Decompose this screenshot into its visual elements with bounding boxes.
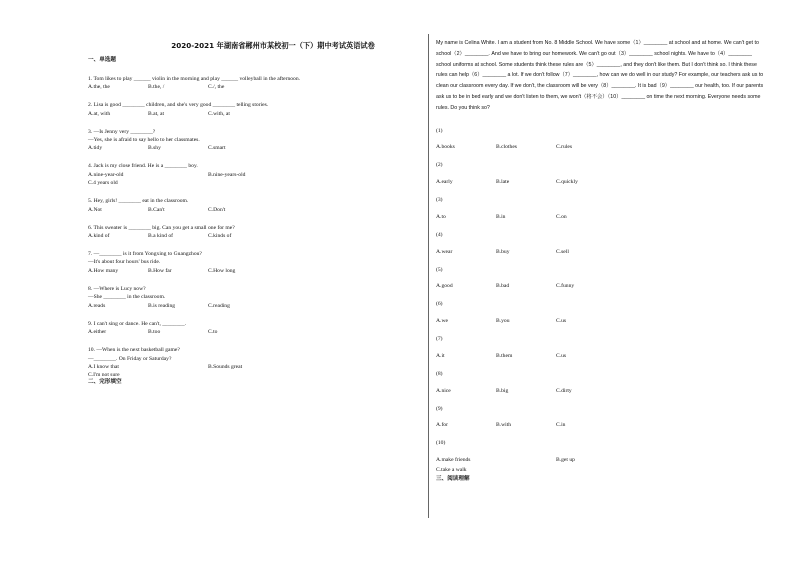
answer-option[interactable]: A.wear (436, 248, 453, 255)
cloze-item (436, 127, 766, 153)
left-column (88, 42, 418, 396)
answer-option[interactable]: B.bad (496, 283, 510, 290)
cloze-item (436, 335, 766, 361)
answer-option[interactable]: A.either (88, 329, 107, 336)
option-row (88, 328, 418, 336)
answer-option[interactable]: A.Not (88, 206, 102, 213)
option-row (88, 206, 418, 214)
cloze-item (436, 439, 766, 475)
option-row (436, 178, 766, 188)
answer-option[interactable]: C.take a walk (436, 466, 467, 473)
cloze-number: (1) (436, 127, 443, 134)
option-row (436, 317, 766, 327)
answer-option[interactable]: B.Can't (148, 206, 165, 213)
option-row (436, 282, 766, 292)
question-item (88, 128, 418, 153)
answer-option[interactable]: B.too (148, 329, 161, 336)
option-row (436, 352, 766, 362)
answer-option[interactable]: A.good (436, 283, 453, 290)
answer-option[interactable]: C.rules (556, 144, 573, 151)
section-heading-cloze: 二、完形填空 (88, 378, 122, 385)
answer-option[interactable]: C./, the (208, 84, 225, 91)
answer-option[interactable]: C.us (556, 318, 567, 325)
answer-option[interactable]: A.tidy (88, 145, 103, 152)
cloze-number: (8) (436, 370, 443, 377)
answer-option[interactable]: B.at, at (148, 110, 165, 117)
cloze-item (436, 370, 766, 396)
question-item (88, 250, 418, 275)
answer-option[interactable]: A.we (436, 318, 448, 325)
option-row (88, 363, 418, 371)
answer-option[interactable]: C.4 years old (88, 180, 118, 187)
answer-option[interactable]: C.Don't (208, 206, 226, 213)
option-row (436, 387, 766, 397)
answer-option[interactable]: B.big (496, 387, 509, 394)
question-item (88, 101, 418, 118)
answer-option[interactable]: B.is reading (148, 302, 176, 309)
cloze-number: (5) (436, 266, 443, 273)
answer-option[interactable]: C.reading (208, 302, 230, 309)
option-row (88, 83, 418, 91)
answer-option[interactable]: B.late (496, 179, 510, 186)
answer-option[interactable]: A.How many (88, 267, 119, 274)
answer-option[interactable]: B.in (496, 213, 506, 220)
answer-option[interactable]: A.kind of (88, 233, 110, 240)
option-row (436, 248, 766, 258)
question-item (88, 320, 418, 337)
answer-option[interactable]: C.to (208, 329, 218, 336)
answer-option[interactable]: A.the, the (88, 84, 110, 91)
question-item (88, 197, 418, 214)
answer-option[interactable]: B.nine-years-old (208, 171, 246, 178)
cloze-number: (9) (436, 405, 443, 412)
answer-option[interactable]: C.funny (556, 283, 575, 290)
question-item (88, 285, 418, 310)
cloze-number: (6) (436, 301, 443, 308)
question-item (88, 346, 418, 380)
cloze-item (436, 266, 766, 292)
answer-option[interactable]: B.them (496, 352, 513, 359)
answer-option[interactable]: A.to (436, 213, 446, 220)
section-heading-reading: 三、阅读理解 (436, 476, 470, 483)
answer-option[interactable]: B.a kind of (148, 233, 174, 240)
answer-option[interactable]: C.I'm not sure (88, 372, 120, 379)
cloze-item (436, 161, 766, 187)
answer-option[interactable]: C.dirty (556, 387, 572, 394)
answer-option[interactable]: B.clothes (496, 144, 517, 151)
question-stem: 4. Jack is my close friend. He is a ________ boy. (88, 163, 198, 170)
option-row (88, 144, 418, 152)
answer-option[interactable]: B.Sounds great (208, 363, 243, 370)
answer-option[interactable]: B.shy (148, 145, 161, 152)
question-stem: 2. Lisa is good ________ children, and she's very good ________ telling stories. (88, 102, 269, 109)
answer-option[interactable]: C.kinds of (208, 233, 232, 240)
answer-option[interactable]: C.sell (556, 248, 569, 255)
question-stem: 7. —________ is it from Yongxing to Guangzhou? (88, 251, 202, 258)
answer-option[interactable]: B.How far (148, 267, 172, 274)
answer-option[interactable]: A.nine-year-old (88, 171, 124, 178)
answer-option[interactable]: C.us (556, 352, 567, 359)
question-stem: 9. I can't sing or dance. He can't, ________. (88, 320, 187, 327)
answer-option[interactable]: A.at, with (88, 110, 111, 117)
answer-option[interactable]: B.the, / (148, 84, 165, 91)
answer-option[interactable]: B.you (496, 318, 510, 325)
question-item (88, 224, 418, 241)
cloze-passage: My name is Celina White. I am a student from No. 8 Middle School. We have some（1）________ at school and at home. We can't get to school（2）________. And we have to bring our homework. We can't go out（3）________ school nights. We have to（4）________ school uniforms at school. Some students think these rules are（5）________, and they don't like them. But I don't think so. I think these rules can help（6）________ a lot. If we don't follow（7）________, how can we do well in our study? For example, our teachers ask us to clean our classroom every day. If we don't, the classroom will be very（8）________. It is bad（9）________ our health, too. If our parents ask us to be in bed early and we don't listen to them, we won't（将不会）（10）________ on time the next morning. Everyone needs some rules. Do you think so? (436, 40, 764, 111)
cloze-number: (10) (436, 440, 446, 447)
cloze-item (436, 405, 766, 431)
answer-option[interactable]: C.How long (208, 267, 236, 274)
option-row (88, 171, 418, 179)
answer-option[interactable]: A.it (436, 352, 445, 359)
cloze-item (436, 300, 766, 326)
answer-option[interactable]: C.smart (208, 145, 226, 152)
cloze-number: (4) (436, 231, 443, 238)
answer-option[interactable]: A.early (436, 179, 453, 186)
answer-option[interactable]: B.buy (496, 248, 510, 255)
question-stem: —It's about four hours' bus ride. (88, 259, 161, 266)
cloze-question-list (436, 127, 766, 476)
answer-option[interactable]: A.nice (436, 387, 451, 394)
cloze-number: (3) (436, 197, 443, 204)
answer-option[interactable]: C.quickly (556, 179, 578, 186)
question-list (88, 75, 418, 380)
answer-option[interactable]: A.make friends (436, 457, 471, 464)
question-stem: 10. —When is the next basketball game? (88, 347, 180, 354)
answer-option[interactable]: C.with, at (208, 110, 230, 117)
question-stem: 8. —Where is Lucy now? (88, 285, 146, 292)
option-row (88, 232, 418, 240)
answer-option[interactable]: A.for (436, 422, 448, 429)
option-row (436, 421, 766, 431)
page-title: 2020-2021 年湖南省郴州市某校初一（下）期中考试英语试卷 (171, 41, 375, 50)
question-stem: —She ________ in the classroom. (88, 294, 166, 301)
answer-option[interactable]: C.on (556, 213, 567, 220)
answer-option[interactable]: C.in (556, 422, 566, 429)
option-row (436, 143, 766, 153)
question-item (88, 162, 418, 187)
question-item (88, 75, 418, 92)
question-stem: 5. Hey, girls! ________ eat in the classroom. (88, 198, 189, 205)
answer-option[interactable]: A.books (436, 144, 455, 151)
question-stem: 6. This sweater is ________ big. Can you get a small one for me? (88, 224, 235, 231)
answer-option[interactable]: A.I know that (88, 363, 119, 370)
option-row (88, 267, 418, 275)
question-stem: —Yes, she is afraid to say hello to her classmates. (88, 137, 200, 144)
question-stem: 3. —Is Jenny very ________? (88, 128, 156, 135)
option-row (88, 110, 418, 118)
question-stem: —________. On Friday or Saturday? (88, 355, 172, 362)
answer-option[interactable]: A.reads (88, 302, 106, 309)
option-row (88, 302, 418, 310)
option-row (436, 213, 766, 223)
answer-option[interactable]: B.get up (556, 457, 575, 464)
option-row (88, 179, 418, 187)
right-column (436, 38, 766, 495)
question-stem: 1. Tom likes to play ______ violin in the morning and play ______ volleyball in the afternoon. (88, 75, 301, 82)
cloze-item (436, 231, 766, 257)
cloze-number: (7) (436, 336, 443, 343)
column-divider (428, 34, 429, 518)
section-heading-single-choice: 一、单选题 (88, 57, 116, 64)
cloze-number: (2) (436, 162, 443, 169)
option-row (436, 466, 766, 476)
answer-option[interactable]: B.with (496, 422, 512, 429)
option-row (436, 456, 766, 466)
cloze-item (436, 196, 766, 222)
